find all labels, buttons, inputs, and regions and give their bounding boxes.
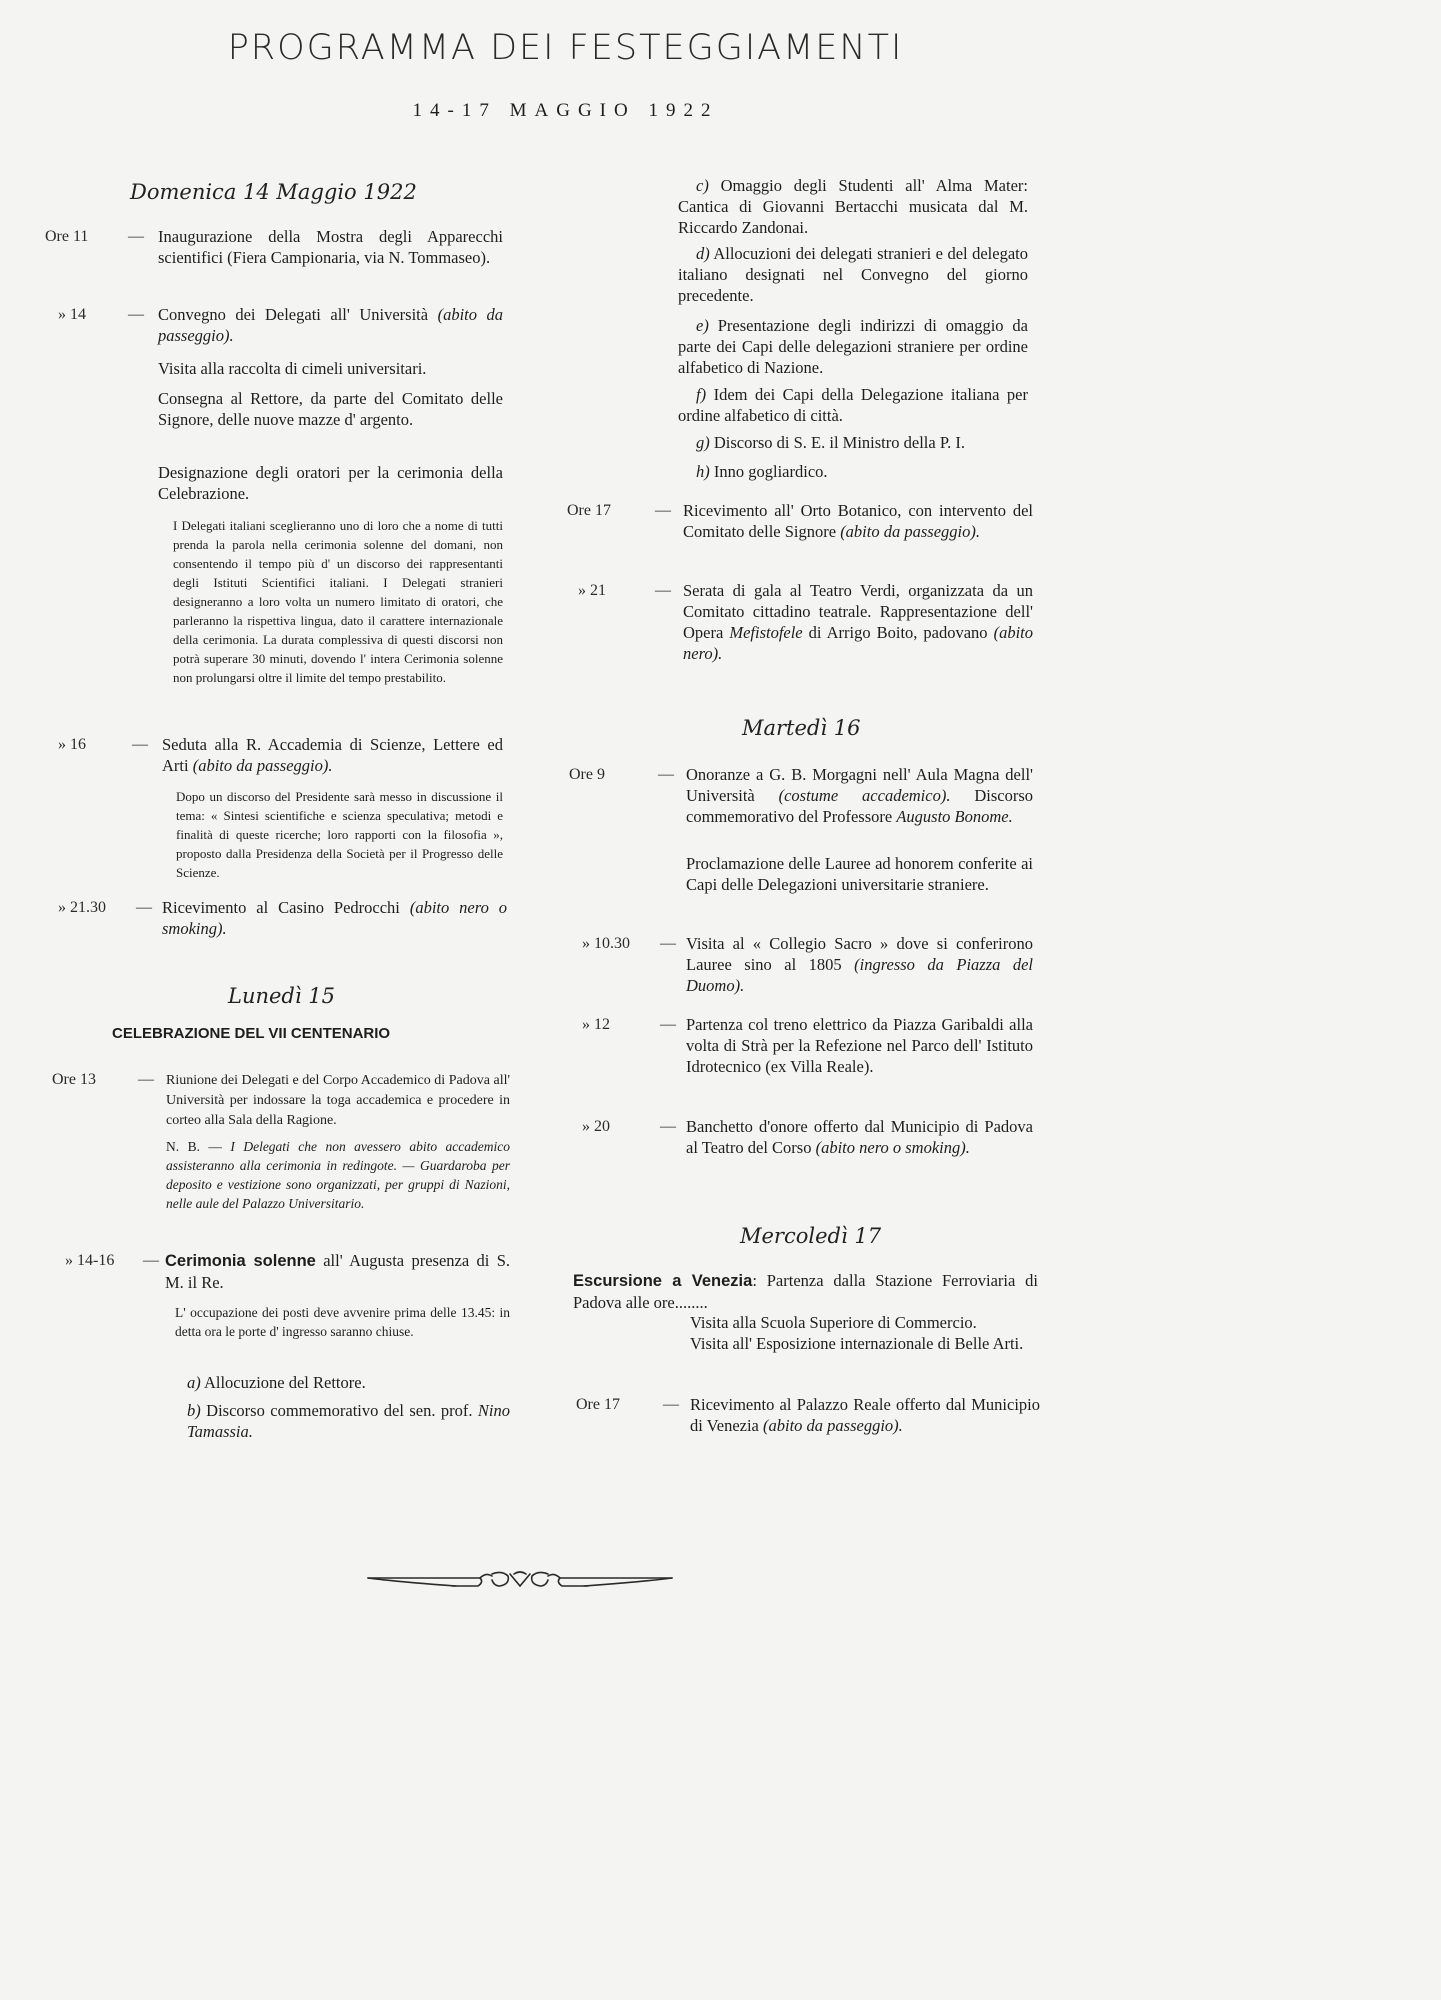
event-note: I Delegati italiani sceglieranno uno di loro che a nome di tutti prenda la parola nella cerimonia solenne del domani, non consentendo il tempo più d' un discorso dei rappresentanti degli Istituti Scientifici italiani. I Delegati stranieri designeranno a loro volta un numero limitato di oratori, che parleranno la rispettiva lingua, dato il carattere internazionale della cerimonia. La durata complessiva di questi discorsi non potrà superare 30 minuti, dovendo l' intera Cerimonia solenne non prolungarsi oltre il limite del tempo prestabilito. xyxy=(173,518,503,685)
event-note: Dopo un discorso del Presidente sarà messo in discussione il tema: « Sintesi scientifiche e scienza speculativa; metodi e finalità di queste ricerche; loro rapporti con la filosofia », proposto dalla Presidenza della Società per il Progresso delle Scienze. xyxy=(176,789,503,880)
dash: — xyxy=(132,736,148,753)
event-text: Visita alla raccolta di cimeli universitari. xyxy=(158,359,427,378)
event-text: Ricevimento al Casino Pedrocchi (abito nero o smoking). xyxy=(162,898,508,938)
dash: — xyxy=(655,582,671,599)
program-item-f: f) Idem dei Capi della Delegazione italiana per ordine alfabetico di città. xyxy=(678,385,1029,425)
event-time: » 21 xyxy=(578,582,606,599)
dash: — xyxy=(660,1118,676,1135)
dash: — xyxy=(128,228,144,245)
event-text: Designazione degli oratori per la cerimonia della Celebrazione. xyxy=(158,463,503,503)
dash: — xyxy=(138,1071,154,1088)
dress-code: (abito da passeggio). xyxy=(192,756,333,775)
program-item-h: h) Inno gogliardico. xyxy=(696,462,828,481)
event-highlight: Escursione a Venezia xyxy=(573,1272,753,1290)
event-note: L' occupazione dei posti deve avvenire prima delle 13.45: in detta ora le porte d' ingresso saranno chiuse. xyxy=(175,1305,510,1339)
dash: — xyxy=(660,935,676,952)
excursion-text: Escursione a Venezia: Partenza dalla Stazione Ferroviaria di Padova alle ore........ xyxy=(573,1271,1038,1312)
event-text: Serata di gala al Teatro Verdi, organizzata da un Comitato cittadino teatrale. Rappresentazione dell' Opera Mefistofele di Arrigo Boito, padovano (abito nero). xyxy=(683,581,1033,663)
event-text: Onoranze a G. B. Morgagni nell' Aula Magna dell' Università (costume accademico). Discorso commemorativo del Professore Augusto Bonome. xyxy=(686,765,1034,826)
dress-code: (abito da passeggio). xyxy=(158,305,503,345)
event-note: N. B. — I Delegati che non avessero abito accademico assisteranno alla cerimonia in redingote. — Guardaroba per deposito e vestizione sono organizzati, per gruppi di Nazioni, nelle aule del Palazzo Universitario. xyxy=(166,1139,511,1211)
program-item-b: b) Discorso commemorativo del sen. prof. Nino Tamassia. xyxy=(187,1401,511,1441)
dash: — xyxy=(128,306,144,323)
program-item-g: g) Discorso di S. E. il Ministro della P. I. xyxy=(696,433,966,452)
event-time: Ore 11 xyxy=(45,228,89,245)
dress-code: (ingresso da Piazza del Duomo). xyxy=(686,955,1034,995)
event-text: Cerimonia solenne all' Augusta presenza di S. M. il Re. xyxy=(165,1251,511,1292)
dash: — xyxy=(663,1396,679,1413)
day-heading-tuesday: Martedì 16 xyxy=(742,716,861,740)
day-heading-wednesday: Mercoledì 17 xyxy=(740,1224,882,1248)
dash: — xyxy=(655,502,671,519)
day-subtitle: CELEBRAZIONE DEL VII CENTENARIO xyxy=(112,1025,391,1042)
event-time: » 20 xyxy=(582,1118,610,1135)
dash: — xyxy=(660,1016,676,1033)
event-dates: 14-17 MAGGIO 1922 xyxy=(412,100,719,121)
program-item-d: d) Allocuzioni dei delegati stranieri e del delegato italiano designati nel Convegno del giorno precedente. xyxy=(678,244,1029,305)
event-time: » 12 xyxy=(582,1016,610,1033)
dash: — xyxy=(658,766,674,783)
event-text: Ricevimento al Palazzo Reale offerto dal Municipio di Venezia (abito da passeggio). xyxy=(690,1395,1040,1435)
event-text: Visita alla Scuola Superiore di Commercio. xyxy=(690,1313,977,1332)
event-time: » 14-16 xyxy=(65,1252,115,1269)
day-heading-sunday: Domenica 14 Maggio 1922 xyxy=(130,180,417,204)
dress-code: (abito nero). xyxy=(683,623,1033,663)
ornament-icon xyxy=(360,1568,680,1596)
event-text: Inaugurazione della Mostra degli Apparecchi scientifici (Fiera Campionaria, via N. Tommaseo). xyxy=(158,227,503,267)
event-time: » 10.30 xyxy=(582,935,630,952)
event-text: Riunione dei Delegati e del Corpo Accademico di Padova all' Università per indossare la toga accademica e procedere in corteo alla Sala della Ragione. xyxy=(166,1073,510,1128)
program-item-e: e) Presentazione degli indirizzi di omaggio da parte dei Capi delle delegazioni straniere per ordine alfabetico di Nazione. xyxy=(678,316,1029,377)
dash: — xyxy=(136,899,152,916)
event-text: Proclamazione delle Lauree ad honorem conferite ai Capi delle Delegazioni universitarie straniere. xyxy=(686,854,1033,894)
dress-code: (abito da passeggio). xyxy=(840,522,980,541)
event-time: » 16 xyxy=(58,736,86,753)
dress-code: (abito nero o smoking). xyxy=(162,898,508,938)
event-time: Ore 17 xyxy=(576,1396,620,1413)
dash: — xyxy=(143,1252,159,1269)
event-time: Ore 13 xyxy=(52,1071,96,1088)
event-time: Ore 17 xyxy=(567,502,611,519)
day-heading-monday: Lunedì 15 xyxy=(228,984,335,1008)
event-text: Banchetto d'onore offerto dal Municipio di Padova al Teatro del Corso (abito nero o smoking). xyxy=(686,1117,1033,1157)
dress-code: (abito nero o smoking). xyxy=(815,1138,970,1157)
dress-code: (costume accademico). xyxy=(778,786,951,805)
program-item-a: a) Allocuzione del Rettore. xyxy=(187,1373,366,1392)
event-text: Ricevimento all' Orto Botanico, con intervento del Comitato delle Signore (abito da passeggio). xyxy=(683,501,1033,541)
event-text: Convegno dei Delegati all' Università (abito da passeggio). xyxy=(158,305,503,345)
event-text: Seduta alla R. Accademia di Scienze, Lettere ed Arti (abito da passeggio). xyxy=(162,735,503,775)
event-highlight: Cerimonia solenne xyxy=(165,1252,316,1270)
event-time: Ore 9 xyxy=(569,766,605,783)
program-item-c: c) Omaggio degli Studenti all' Alma Mater: Cantica di Giovanni Bertacchi musicata dal M. Riccardo Zandonai. xyxy=(678,176,1028,237)
event-text: Visita al « Collegio Sacro » dove si conferirono Lauree sino al 1805 (ingresso da Piazza del Duomo). xyxy=(686,934,1034,995)
event-text: Consegna al Rettore, da parte del Comitato delle Signore, delle nuove mazze d' argento. xyxy=(158,389,503,429)
event-time: » 21.30 xyxy=(58,899,106,916)
dress-code: (abito da passeggio). xyxy=(763,1416,903,1435)
page-title: PROGRAMMA DEI FESTEGGIAMENTI xyxy=(227,28,904,68)
event-text: Visita all' Esposizione internazionale di Belle Arti. xyxy=(690,1334,1024,1353)
event-time: » 14 xyxy=(58,306,86,323)
event-text: Partenza col treno elettrico da Piazza Garibaldi alla volta di Strà per la Refezione nel Parco dell' Istituto Idrotecnico (ex Villa Reale). xyxy=(686,1015,1033,1076)
